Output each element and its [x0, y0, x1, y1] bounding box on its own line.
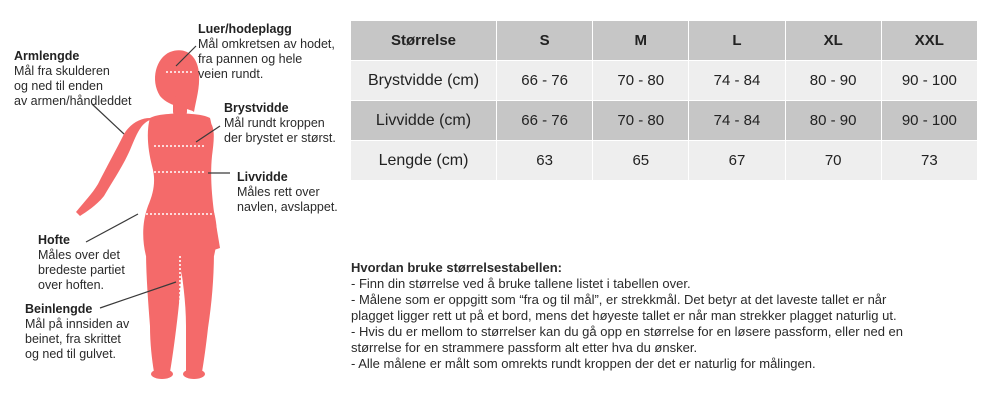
table-cell: 67	[689, 141, 785, 181]
instruction-item: - Finn din størrelse ved å bruke tallene listet i tabellen over.	[351, 276, 691, 291]
table-cell: 90 - 100	[881, 101, 977, 141]
chest-annotation-title: Brystvidde	[224, 101, 289, 115]
header-size-xl: XL	[785, 21, 881, 61]
table-cell: 80 - 90	[785, 61, 881, 101]
table-row-waist	[351, 101, 978, 141]
waist-annotation-text: Måles rett over navlen, avslappet.	[237, 185, 338, 214]
table-cell: 70 - 80	[593, 61, 689, 101]
instruction-item: - Hvis du er mellom to størrelser kan du gå opp en størrelse for en løsere passform, eller ned en størrelse for en strammere passform alt etter hva du ønsker.	[351, 324, 903, 355]
hip-annotation-text: Måles over det bredeste partiet over hoften.	[38, 248, 125, 292]
header-size-m: M	[593, 21, 689, 61]
instruction-item: - Alle målene er målt som omrekts rundt kroppen der det er naturlig for målingen.	[351, 356, 816, 371]
arm-annotation	[14, 49, 131, 109]
header-size-l: L	[689, 21, 785, 61]
row-label: Lengde (cm)	[351, 141, 497, 181]
table-row-chest	[351, 61, 978, 101]
table-cell: 65	[593, 141, 689, 181]
table-cell: 74 - 84	[689, 101, 785, 141]
head-annotation-title: Luer/hodeplagg	[198, 22, 292, 36]
table-cell: 70 - 80	[593, 101, 689, 141]
row-label: Livvidde (cm)	[351, 101, 497, 141]
waist-annotation	[237, 170, 338, 215]
leg-annotation-title: Beinlengde	[25, 302, 93, 316]
table-header-row	[351, 21, 978, 61]
table-cell: 66 - 76	[497, 101, 593, 141]
usage-instructions	[351, 260, 911, 372]
table-cell: 74 - 84	[689, 61, 785, 101]
arm-annotation-title: Armlengde	[14, 49, 80, 63]
head-annotation	[198, 22, 335, 82]
table-cell: 73	[881, 141, 977, 181]
row-label: Brystvidde (cm)	[351, 61, 497, 101]
instruction-item: - Målene som er oppgitt som “fra og til mål”, er strekkmål. Det betyr at det laveste tallet er når plagget ligger rett ut på et bord, mens det høyeste tallet er når man strekker plagget naturlig ut.	[351, 292, 897, 323]
hip-annotation-title: Hofte	[38, 233, 70, 247]
hip-annotation	[38, 233, 125, 293]
table-row-length	[351, 141, 978, 181]
instructions-heading: Hvordan bruke størrelsestabellen:	[351, 260, 562, 275]
header-size-label: Størrelse	[351, 21, 497, 61]
leg-annotation	[25, 302, 129, 362]
chest-annotation	[224, 101, 336, 146]
table-cell: 70	[785, 141, 881, 181]
header-size-s: S	[497, 21, 593, 61]
table-cell: 80 - 90	[785, 101, 881, 141]
body-measurement-figure	[0, 0, 360, 406]
table-cell: 63	[497, 141, 593, 181]
leg-annotation-text: Mål på innsiden av beinet, fra skrittet og ned til gulvet.	[25, 317, 130, 361]
chest-annotation-text: Mål rundt kroppen der brystet er størst.	[224, 116, 336, 145]
header-size-xxl: XXL	[881, 21, 977, 61]
head-annotation-text: Mål omkretsen av hodet, fra pannen og hele veien rundt.	[198, 37, 335, 81]
waist-annotation-title: Livvidde	[237, 170, 288, 184]
table-cell: 90 - 100	[881, 61, 977, 101]
arm-annotation-text: Mål fra skulderen og ned til enden av armen/håndleddet	[14, 64, 132, 108]
table-cell: 66 - 76	[497, 61, 593, 101]
size-table	[350, 20, 978, 181]
